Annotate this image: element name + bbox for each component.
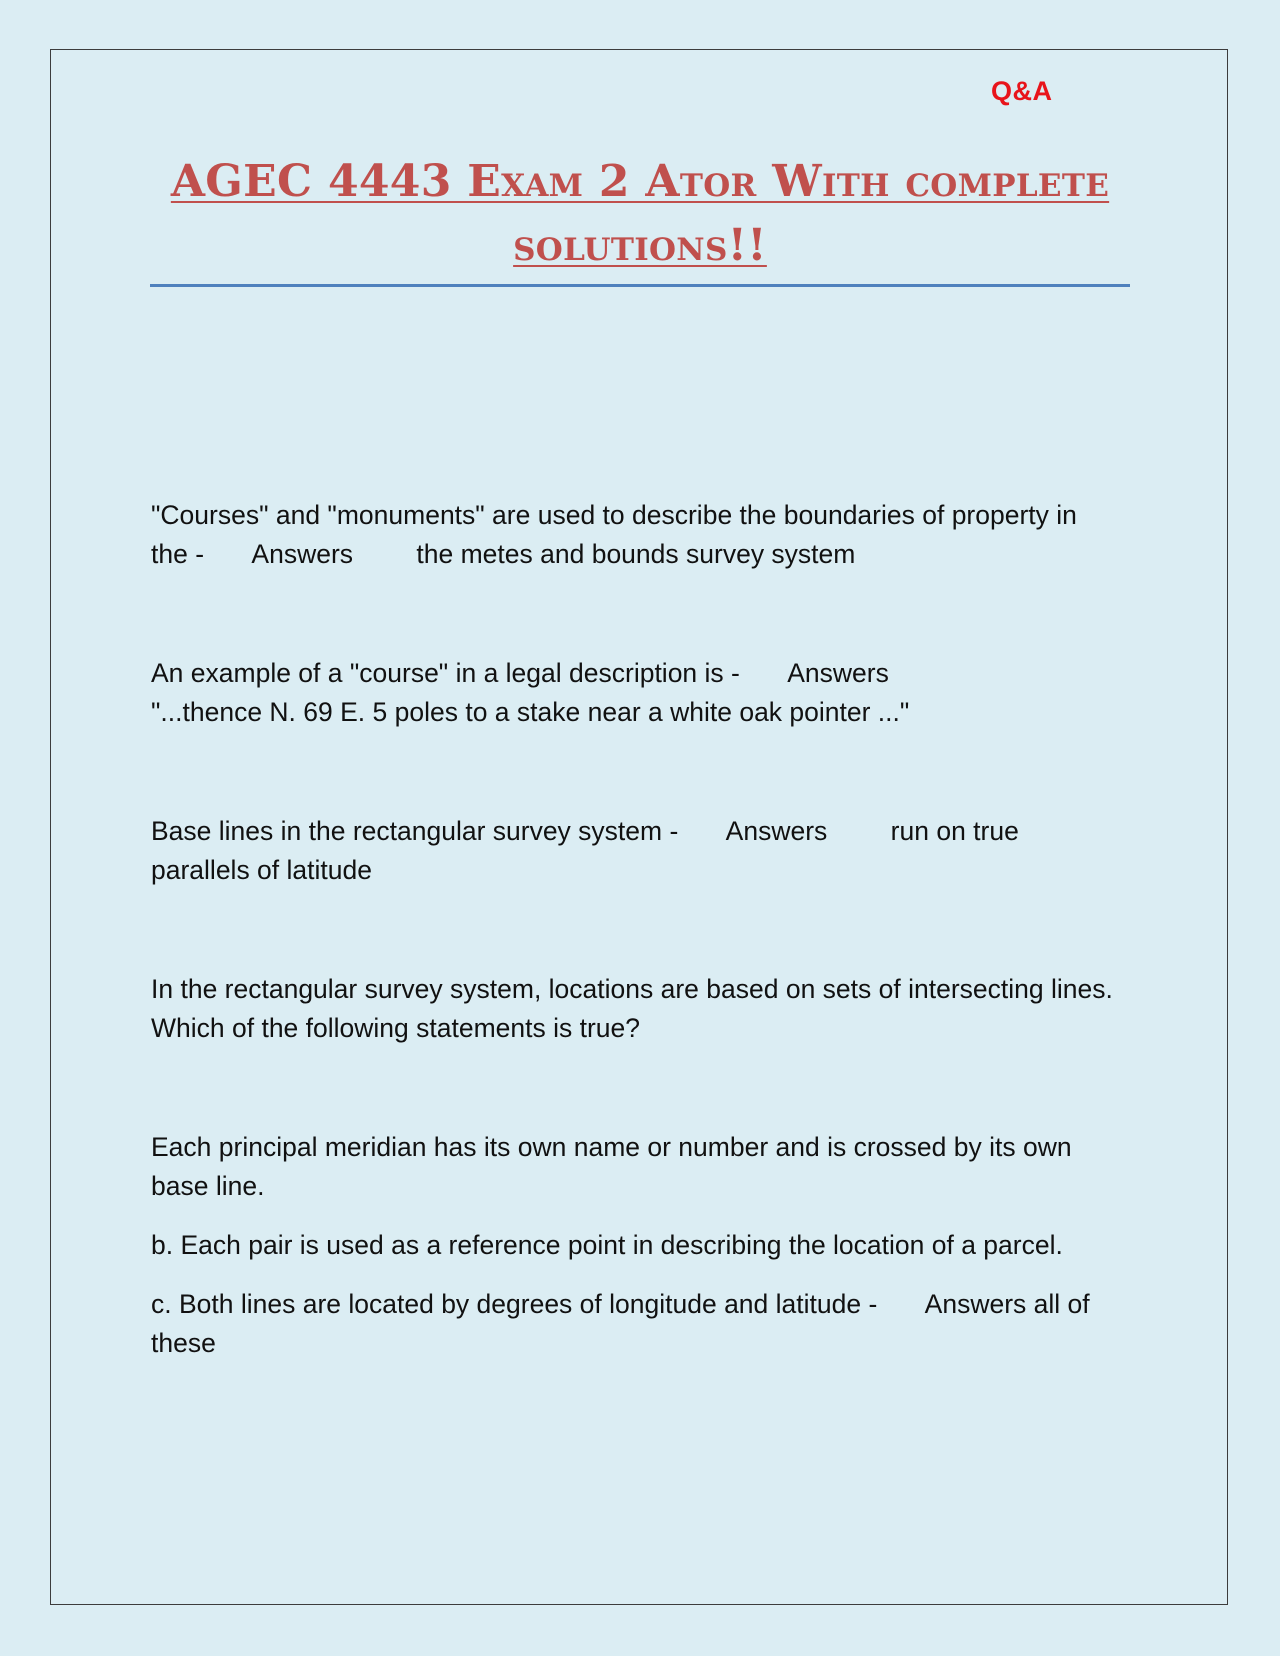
qa-item-3 [151,812,1121,890]
answer-label: Answers [251,539,354,569]
qa-item-1 [151,496,1121,574]
answer-text: "...thence N. 69 E. 5 poles to a stake near a white oak pointer ..." [151,697,910,727]
option-c-text: c. Both lines are located by degrees of longitude and latitude - [151,1289,878,1319]
answer-text: all of these [151,1289,1090,1358]
question-text: Base lines in the rectangular survey system - [151,816,679,846]
page-title: AGEC 4443 Exam 2 Ator With complete solutions!! [170,156,1110,271]
qa-label: Q&A [991,76,1053,106]
question-text: In the rectangular survey system, locations are based on sets of intersecting lines. Which of the following statements is true? [151,974,1113,1043]
option-c [151,1285,1121,1363]
qa-item-4 [151,970,1121,1048]
option-b: b. Each pair is used as a reference point in describing the location of a parcel. [151,1230,1063,1260]
qa-content [151,496,1121,1363]
answer-text: run on true parallels of latitude [151,816,1019,885]
answer-label: Answers [787,658,889,688]
qa-item-2 [151,654,1121,732]
answer-text: the metes and bounds survey system [416,539,856,569]
answer-label: Answers [924,1289,1027,1319]
title-divider [150,284,1130,287]
question-text: An example of a "course" in a legal description is - [151,658,740,688]
question-text: "Courses" and "monuments" are used to describe the boundaries of property in the - [151,500,1077,569]
answer-label: Answers [725,816,828,846]
option-a: Each principal meridian has its own name or number and is crossed by its own base line. [151,1132,1072,1201]
